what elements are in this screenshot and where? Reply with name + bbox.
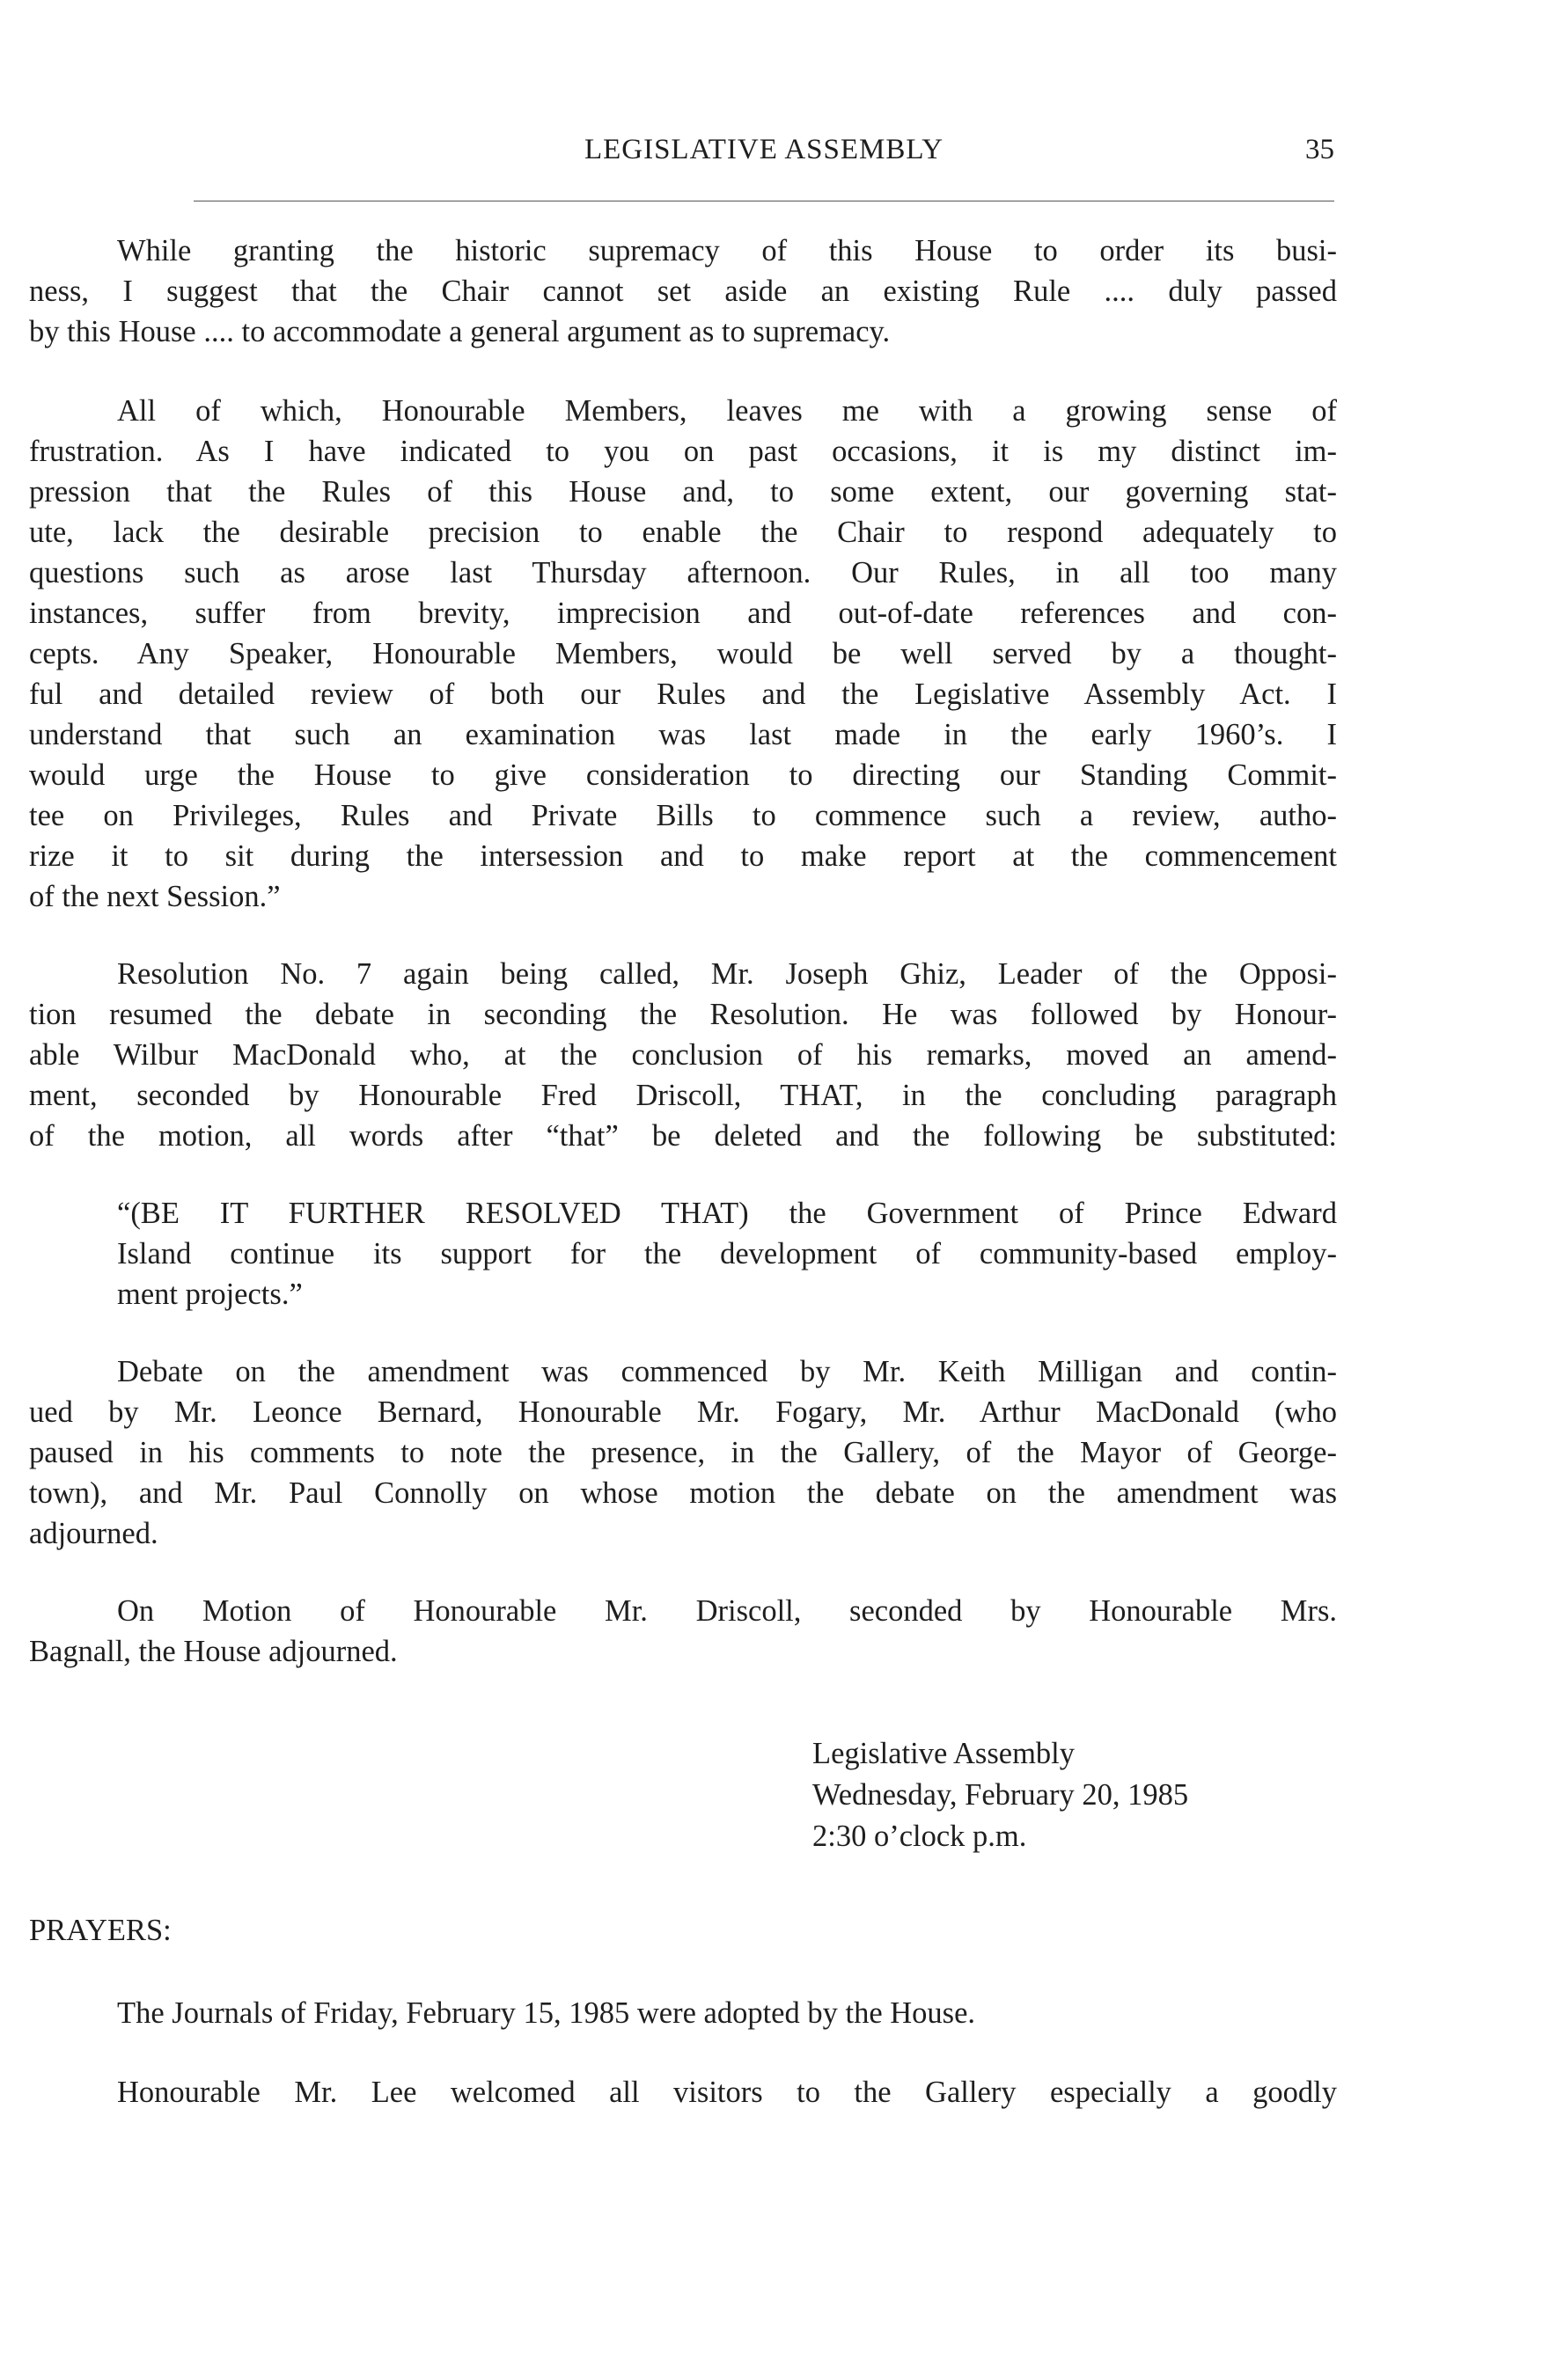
text-line: tee on Privileges, Rules and Private Bills to commence such a review, autho- — [29, 799, 1337, 832]
text-line: frustration. As I have indicated to you on past occasions, it is my distinct im- — [29, 435, 1337, 468]
text-line: would urge the House to give consideration to directing our Standing Commit- — [29, 758, 1337, 792]
text-line: by this House .... to accommodate a general argument as to supremacy. — [29, 315, 891, 348]
dateline-date: Wednesday, February 20, 1985 — [812, 1778, 1189, 1812]
text-line: pression that the Rules of this House and, to some extent, our governing stat- — [29, 475, 1337, 509]
text-line: Debate on the amendment was commenced by Mr. Keith Milligan and contin- — [117, 1355, 1337, 1388]
paragraph-frustration — [29, 391, 1337, 917]
text-line: questions such as arose last Thursday afternoon. Our Rules, in all too many — [29, 556, 1337, 590]
dateline-place: Legislative Assembly — [812, 1737, 1076, 1770]
text-line: of the motion, all words after “that” be deleted and the following be substituted: — [29, 1119, 1337, 1153]
prayers-heading: PRAYERS: — [29, 1914, 172, 1947]
paragraph-resolution — [29, 954, 1337, 1156]
text-line: of the next Session.” — [29, 880, 281, 913]
text-line: able Wilbur MacDonald who, at the conclusion of his remarks, moved an amend- — [29, 1038, 1337, 1072]
text-line: Island continue its support for the development of community-based employ- — [117, 1237, 1337, 1271]
text-line: Bagnall, the House adjourned. — [29, 1635, 398, 1668]
text-line: ment projects.” — [117, 1278, 303, 1311]
text-line: While granting the historic supremacy of this House to order its busi- — [117, 234, 1337, 267]
text-line: ment, seconded by Honourable Fred Driscoll, THAT, in the concluding paragraph — [29, 1079, 1337, 1112]
paragraph-debate — [29, 1351, 1337, 1554]
text-line: ued by Mr. Leonce Bernard, Honourable Mr. Fogary, Mr. Arthur MacDonald (who — [29, 1395, 1337, 1429]
text-line: On Motion of Honourable Mr. Driscoll, seconded by Honourable Mrs. — [117, 1594, 1337, 1628]
sitting-dateline — [812, 1733, 1337, 1857]
text-line: “(BE IT FURTHER RESOLVED THAT) the Government of Prince Edward — [117, 1197, 1337, 1230]
dateline-time: 2:30 o’clock p.m. — [812, 1820, 1027, 1853]
text-line: rize it to sit during the intersession and to make report at the commencement — [29, 839, 1337, 873]
text-line: ness, I suggest that the Chair cannot set aside an existing Rule .... duly passed — [29, 275, 1337, 308]
text-line: town), and Mr. Paul Connolly on whose motion the debate on the amendment was — [29, 1476, 1337, 1510]
text-line: ute, lack the desirable precision to enable the Chair to respond adequately to — [29, 516, 1337, 549]
block-quote-amendment — [117, 1193, 1337, 1314]
page-number: 35 — [1305, 134, 1334, 165]
paragraph-supremacy — [29, 231, 1337, 352]
text-line: Resolution No. 7 again being called, Mr. Joseph Ghiz, Leader of the Opposi- — [117, 957, 1337, 991]
paragraph-adjournment — [29, 1591, 1337, 1672]
text-line: paused in his comments to note the presence, in the Gallery, of the Mayor of George- — [29, 1436, 1337, 1469]
text-line: understand that such an examination was last made in the early 1960’s. I — [29, 718, 1337, 751]
text-line: tion resumed the debate in seconding the Resolution. He was followed by Honour- — [29, 998, 1337, 1031]
running-header — [194, 134, 1334, 187]
text-line: Honourable Mr. Lee welcomed all visitors to the Gallery especially a goodly — [117, 2076, 1337, 2109]
running-title: LEGISLATIVE ASSEMBLY — [584, 134, 944, 165]
text-line: instances, suffer from brevity, imprecision and out-of-date references and con- — [29, 597, 1337, 630]
body-text — [29, 231, 1337, 2149]
paragraph-welcome — [29, 2072, 1337, 2113]
paragraph-journals: The Journals of Friday, February 15, 1985 were adopted by the House. — [117, 1996, 976, 2030]
text-line: ful and detailed review of both our Rules and the Legislative Assembly Act. I — [29, 677, 1337, 711]
text-line: All of which, Honourable Members, leaves me with a growing sense of — [117, 394, 1337, 428]
text-line: cepts. Any Speaker, Honourable Members, would be well served by a thought- — [29, 637, 1337, 670]
text-line: adjourned. — [29, 1517, 158, 1550]
